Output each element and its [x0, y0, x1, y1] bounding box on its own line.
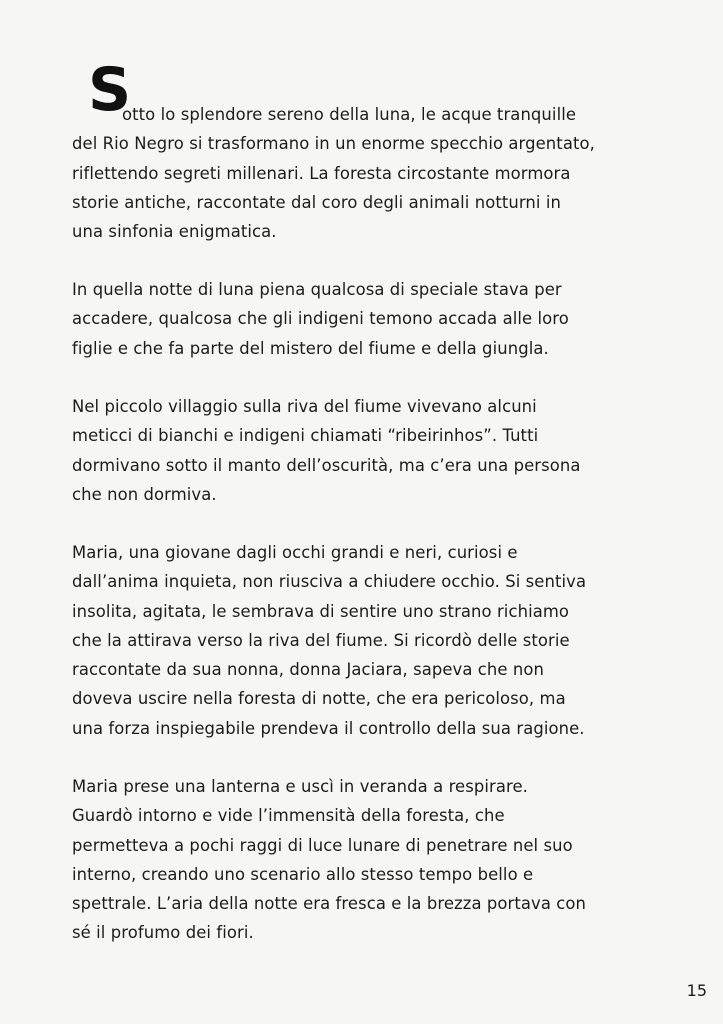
text-line: insolita, agitata, le sembrava di sentire uno strano richiamo	[72, 601, 570, 621]
text-line: Maria, una giovane dagli occhi grandi e neri, curiosi e	[72, 543, 518, 562]
text-line: accadere, qualcosa che gli indigeni temono accada alle loro	[72, 309, 569, 329]
text-line: del Rio Negro si trasformano in un enorme specchio argentato,	[72, 134, 595, 154]
paragraph-4	[72, 538, 672, 743]
text-line: che non dormiva.	[72, 484, 217, 504]
text-line: una forza inspiegabile prendeva il controllo della sua ragione.	[72, 718, 585, 738]
text-line: storie antiche, raccontate dal coro degli animali notturni in	[72, 192, 562, 212]
text-line: Maria prese una lanterna e uscì in veranda a respirare.	[72, 777, 528, 796]
drop-cap-letter: S	[88, 55, 132, 125]
text-line: otto lo splendore sereno della luna, le acque tranquille	[122, 105, 577, 124]
paragraph-2	[72, 275, 672, 363]
text-line: che la attirava verso la riva del fiume. Si ricordò delle storie	[72, 630, 570, 650]
paragraph-3	[72, 392, 672, 509]
text-line: In quella notte di luna piena qualcosa di speciale stava per	[72, 280, 562, 299]
text-line: Nel piccolo villaggio sulla riva del fiume vivevano alcuni	[72, 397, 537, 416]
text-line: dall’anima inquieta, non riusciva a chiudere occhio. Si sentiva	[72, 572, 587, 592]
text-line: interno, creando uno scenario allo stesso tempo bello e	[72, 864, 534, 884]
text-line: permetteva a pochi raggi di luce lunare di penetrare nel suo	[72, 835, 573, 855]
text-line: riflettendo segreti millenari. La foresta circostante mormora	[72, 163, 571, 183]
text-line: doveva uscire nella foresta di notte, che era pericoloso, ma	[72, 689, 566, 709]
text-line: raccontate da sua nonna, donna Jaciara, sapeva che non	[72, 660, 544, 680]
text-line: una sinfonia enigmatica.	[72, 222, 277, 242]
text-line: sé il profumo dei fiori.	[72, 923, 254, 943]
text-line: dormivano sotto il manto dell’oscurità, ma c’era una persona	[72, 455, 581, 475]
text-line: figlie e che fa parte del mistero del fiume e della giungla.	[72, 338, 549, 358]
text-line: meticci di bianchi e indigeni chiamati “ribeirinhos”. Tutti	[72, 426, 539, 446]
paragraph-1	[72, 100, 672, 246]
text-line: Guardò intorno e vide l’immensità della foresta, che	[72, 806, 505, 826]
text-line: spettrale. L’aria della notte era fresca e la brezza portava con	[72, 894, 587, 914]
paragraph-5	[72, 772, 672, 948]
page-number: 15	[686, 981, 707, 1000]
